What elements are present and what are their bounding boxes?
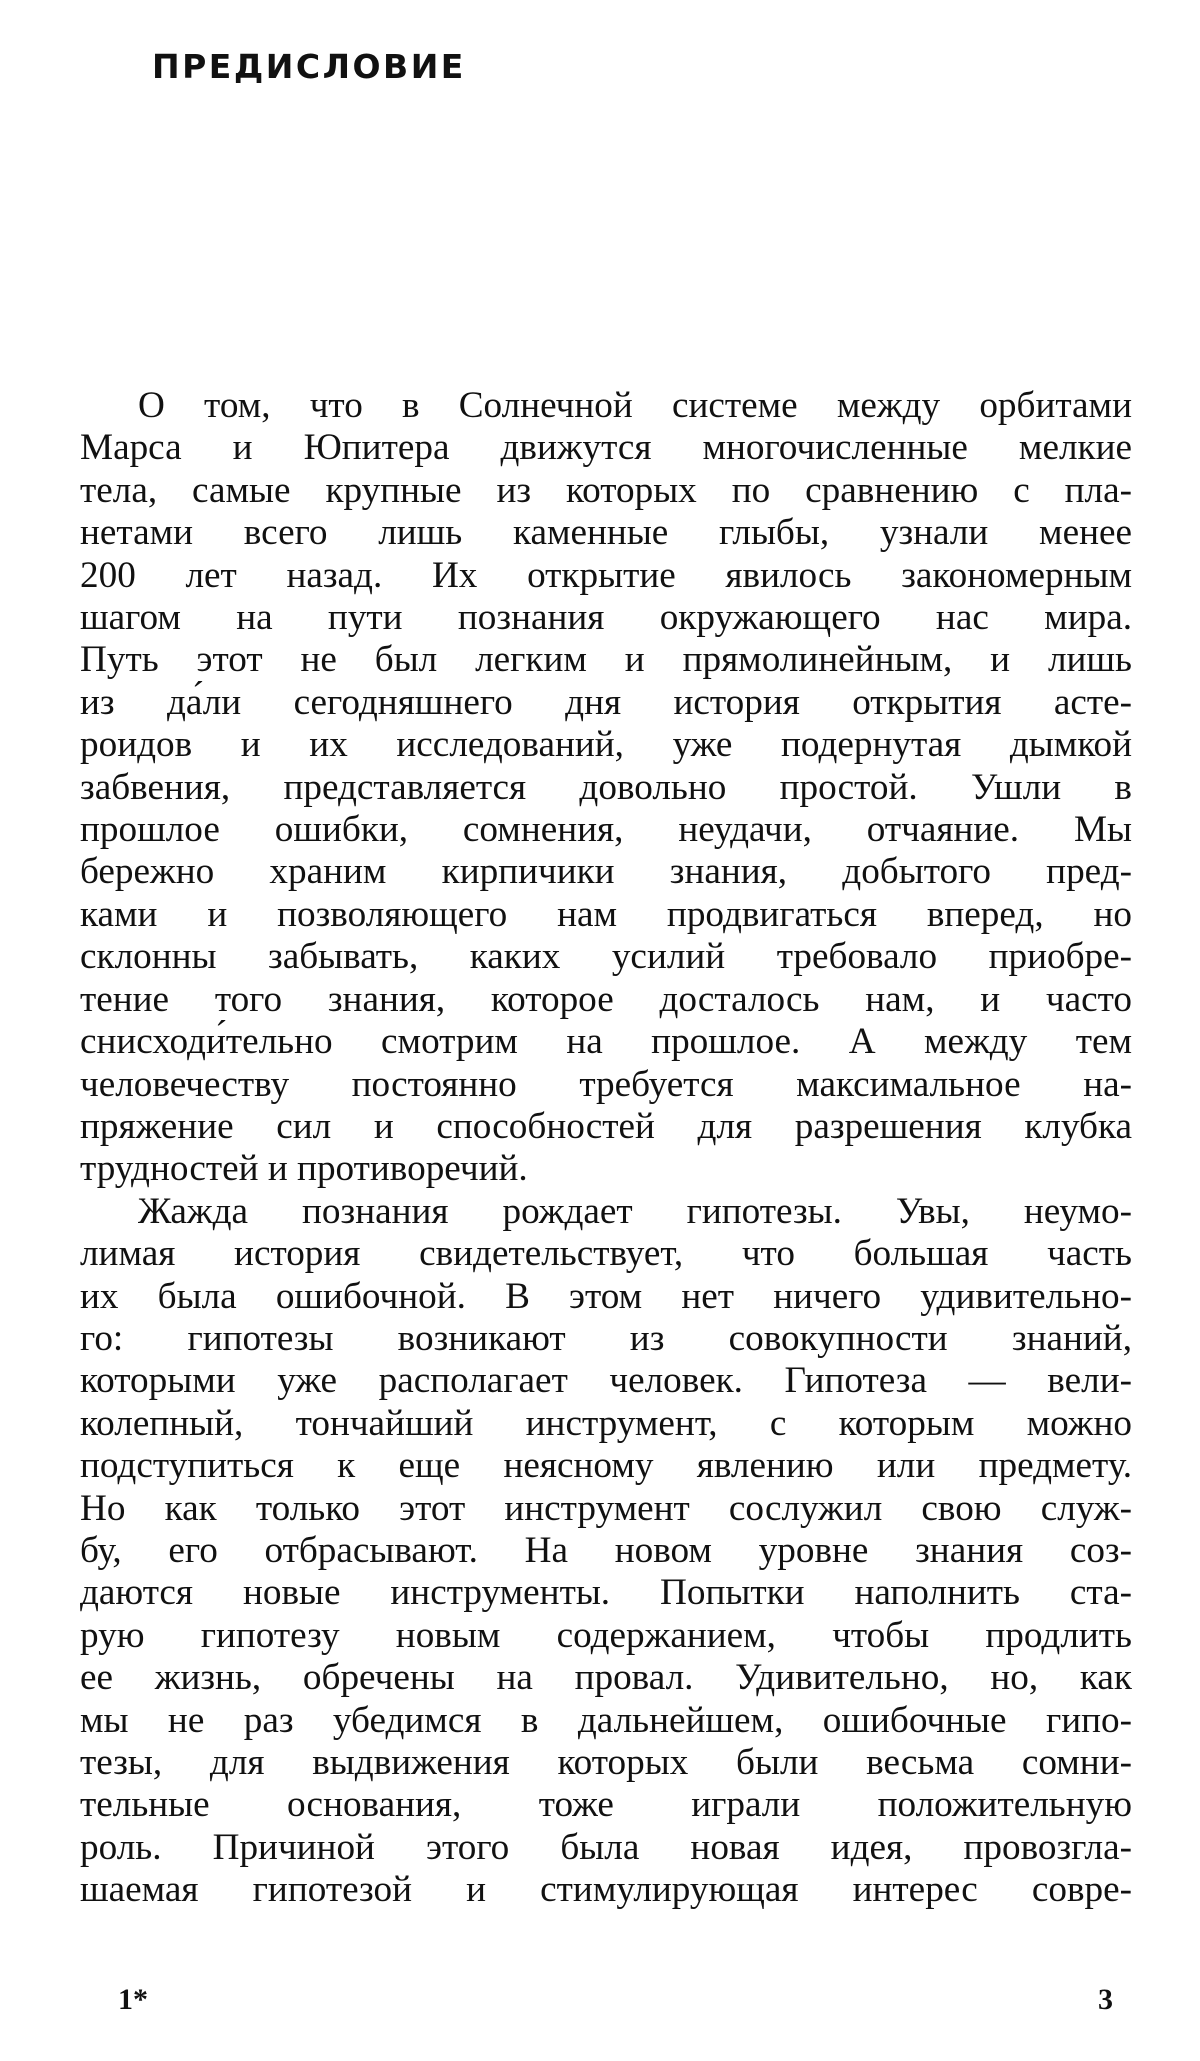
text-line: снисходи́тельно смотрим на прошлое. А между тем [80,1021,1132,1063]
text-line: которыми уже располагает человек. Гипотеза — вели- [80,1360,1132,1402]
text-line: роль. Причиной этого была новая идея, провозгла- [80,1826,1132,1868]
text-line: тельные основания, тоже играли положительную [80,1784,1132,1826]
text-line: Марса и Юпитера движутся многочисленные мелкие [80,427,1132,469]
text-line: тезы, для выдвижения которых были весьма сомни- [80,1742,1132,1783]
text-line: нетами всего лишь каменные глыбы, узнали менее [80,512,1132,554]
text-line: роидов и их исследований, уже подернутая дымкой [80,724,1132,766]
text-line: шаемая гипотезой и стимулирующая интерес совре- [80,1869,1132,1911]
text-line: из да́ли сегодняшнего дня история открытия асте- [80,681,1132,723]
text-line: бережно храним кирпичики знания, добытого пред- [80,851,1132,893]
text-line: Жажда познания рождает гипотезы. Увы, неумо- [138,1190,1132,1232]
text-line: ее жизнь, обречены на провал. Удивительно, но, как [80,1657,1132,1699]
text-line: тение того знания, которое досталось нам, и часто [80,978,1132,1020]
text-line: го: гипотезы возникают из совокупности знаний, [80,1317,1132,1359]
text-line: прошлое ошибки, сомнения, неудачи, отчаяние. Мы [80,809,1132,851]
text-line: мы не раз убедимся в дальнейшем, ошибочные гипо- [80,1699,1132,1741]
text-line: даются новые инструменты. Попытки наполнить ста- [80,1572,1132,1614]
text-line: шагом на пути познания окружающего нас мира. [80,597,1132,639]
text-line: подступиться к еще неясному явлению или предмету. [80,1445,1132,1487]
page-heading: ПРЕДИСЛОВИЕ [152,47,466,86]
text-line: Но как только этот инструмент сослужил свою служ- [80,1487,1132,1529]
page-number: 3 [1098,1983,1113,2016]
text-line: пряжение сил и способностей для разрешения клубка [80,1105,1132,1147]
text-line: трудностей и противоречий. [80,1148,528,1190]
text-line: рую гипотезу новым содержанием, чтобы продлить [80,1614,1132,1656]
text-line: тела, самые крупные из которых по сравнению с пла- [80,469,1132,511]
text-line: колепный, тончайший инструмент, с которым можно [80,1402,1132,1444]
text-line: ками и позволяющего нам продвигаться вперед, но [80,893,1132,935]
text-line: О том, что в Солнечной системе между орбитами [138,385,1132,426]
text-line: Путь этот не был легким и прямолинейным, и лишь [80,639,1132,681]
signature-mark: 1* [118,1983,148,2016]
text-line: лимая история свидетельствует, что большая часть [80,1233,1132,1275]
text-line: 200 лет назад. Их открытие явилось закономерным [80,554,1132,596]
text-line: человечеству постоянно требуется максимальное на- [80,1063,1132,1105]
body-text [80,385,1132,1912]
text-line: бу, его отбрасывают. На новом уровне знания соз- [80,1529,1132,1571]
text-line: склонны забывать, каких усилий требовало приобре- [80,936,1132,978]
text-line: их была ошибочной. В этом нет ничего удивительно- [80,1275,1132,1317]
text-line: забвения, представляется довольно простой. Ушли в [80,766,1132,808]
